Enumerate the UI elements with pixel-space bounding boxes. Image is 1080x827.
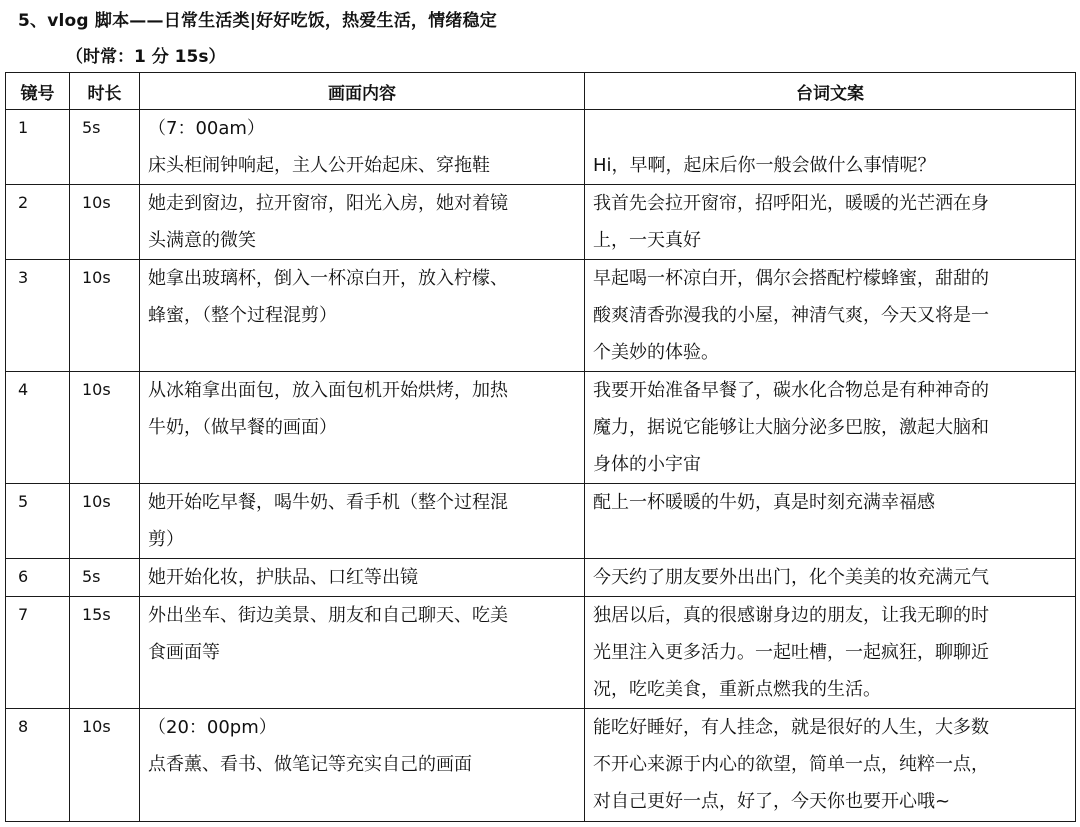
table-row xyxy=(6,372,1076,484)
header-duration: 时长 xyxy=(70,73,140,110)
script-line: 光里注入更多活力。一起吐槽，一起疯狂，聊聊近 xyxy=(593,642,989,663)
script-cell xyxy=(585,484,1076,559)
scene-line: 床头柜闹钟响起，主人公开始起床、穿拖鞋 xyxy=(148,155,490,176)
scene-line: （20：00pm） xyxy=(148,717,277,738)
scene-line: 她开始化妆，护肤品、口红等出镜 xyxy=(148,567,418,588)
script-line: 早起喝一杯凉白开，偶尔会搭配柠檬蜂蜜，甜甜的 xyxy=(593,268,989,289)
scene-cell xyxy=(140,709,585,822)
shot-number-cell: 4 xyxy=(6,372,70,484)
vlog-script-table xyxy=(5,72,1076,822)
script-cell xyxy=(585,597,1076,709)
table-row xyxy=(6,110,1076,185)
table-header-row xyxy=(6,73,1076,110)
script-cell xyxy=(585,709,1076,822)
table-row xyxy=(6,709,1076,822)
scene-line: 她走到窗边，拉开窗帘，阳光入房，她对着镜 xyxy=(148,193,508,214)
shot-number-cell: 7 xyxy=(6,597,70,709)
shot-number-cell: 8 xyxy=(6,709,70,822)
scene-cell xyxy=(140,372,585,484)
script-line: 况，吃吃美食，重新点燃我的生活。 xyxy=(593,679,881,700)
duration-cell: 15s xyxy=(70,597,140,709)
document-heading: 5、vlog 脚本——日常生活类|好好吃饭，热爱生活，情绪稳定 xyxy=(18,11,497,31)
script-line: 不开心来源于内心的欲望，简单一点，纯粹一点， xyxy=(593,754,989,775)
scene-cell xyxy=(140,185,585,260)
script-line: 身体的小宇宙 xyxy=(593,454,701,475)
scene-line: 蜂蜜，（整个过程混剪） xyxy=(148,305,337,326)
duration-cell: 10s xyxy=(70,484,140,559)
script-line xyxy=(593,110,1067,147)
table-row xyxy=(6,597,1076,709)
scene-line: 剪） xyxy=(148,529,184,550)
script-cell xyxy=(585,559,1076,597)
header-script-text: 台词文案 xyxy=(585,73,1076,110)
script-line: 酸爽清香弥漫我的小屋，神清气爽，今天又将是一 xyxy=(593,305,989,326)
duration-note: （时常：1 分 15s） xyxy=(66,47,226,67)
script-line: 配上一杯暖暖的牛奶，真是时刻充满幸福感 xyxy=(593,492,935,513)
shot-number-cell: 1 xyxy=(6,110,70,185)
scene-line: 她拿出玻璃杯，倒入一杯凉白开，放入柠檬、 xyxy=(148,268,508,289)
shot-number-cell: 2 xyxy=(6,185,70,260)
script-cell xyxy=(585,260,1076,372)
scene-line: 她开始吃早餐，喝牛奶、看手机（整个过程混 xyxy=(148,492,508,513)
duration-cell: 5s xyxy=(70,110,140,185)
scene-line: 点香薰、看书、做笔记等充实自己的画面 xyxy=(148,754,472,775)
script-cell xyxy=(585,185,1076,260)
scene-line: 食画面等 xyxy=(148,642,220,663)
script-line: 魔力，据说它能够让大脑分泌多巴胺，激起大脑和 xyxy=(593,417,989,438)
shot-number-cell: 6 xyxy=(6,559,70,597)
script-cell xyxy=(585,110,1076,185)
script-line: 个美妙的体验。 xyxy=(593,342,719,363)
scene-line: 牛奶，（做早餐的画面） xyxy=(148,417,337,438)
duration-cell: 10s xyxy=(70,709,140,822)
script-line: Hi，早啊，起床后你一般会做什么事情呢？ xyxy=(593,155,936,176)
script-line: 我首先会拉开窗帘，招呼阳光，暖暖的光芒洒在身 xyxy=(593,193,989,214)
header-shot-number: 镜号 xyxy=(6,73,70,110)
scene-line: （7：00am） xyxy=(148,118,265,139)
duration-cell: 10s xyxy=(70,372,140,484)
script-line: 上，一天真好 xyxy=(593,230,701,251)
scene-cell xyxy=(140,110,585,185)
script-line: 我要开始准备早餐了，碳水化合物总是有种神奇的 xyxy=(593,380,989,401)
header-scene-content: 画面内容 xyxy=(140,73,585,110)
table-row xyxy=(6,260,1076,372)
scene-cell xyxy=(140,260,585,372)
scene-cell xyxy=(140,597,585,709)
scene-cell xyxy=(140,484,585,559)
duration-cell: 5s xyxy=(70,559,140,597)
duration-cell: 10s xyxy=(70,185,140,260)
shot-number-cell: 3 xyxy=(6,260,70,372)
script-line: 独居以后，真的很感谢身边的朋友，让我无聊的时 xyxy=(593,605,989,626)
scene-line: 从冰箱拿出面包，放入面包机开始烘烤，加热 xyxy=(148,380,508,401)
shot-number-cell: 5 xyxy=(6,484,70,559)
scene-cell xyxy=(140,559,585,597)
script-cell xyxy=(585,372,1076,484)
scene-line: 外出坐车、街边美景、朋友和自己聊天、吃美 xyxy=(148,605,508,626)
script-line: 对自己更好一点，好了，今天你也要开心哦~ xyxy=(593,791,951,812)
table-row xyxy=(6,559,1076,597)
table-row xyxy=(6,185,1076,260)
script-line: 能吃好睡好，有人挂念，就是很好的人生，大多数 xyxy=(593,717,989,738)
duration-cell: 10s xyxy=(70,260,140,372)
script-line: 今天约了朋友要外出出门，化个美美的妆充满元气 xyxy=(593,567,989,588)
table-row xyxy=(6,484,1076,559)
scene-line: 头满意的微笑 xyxy=(148,230,256,251)
